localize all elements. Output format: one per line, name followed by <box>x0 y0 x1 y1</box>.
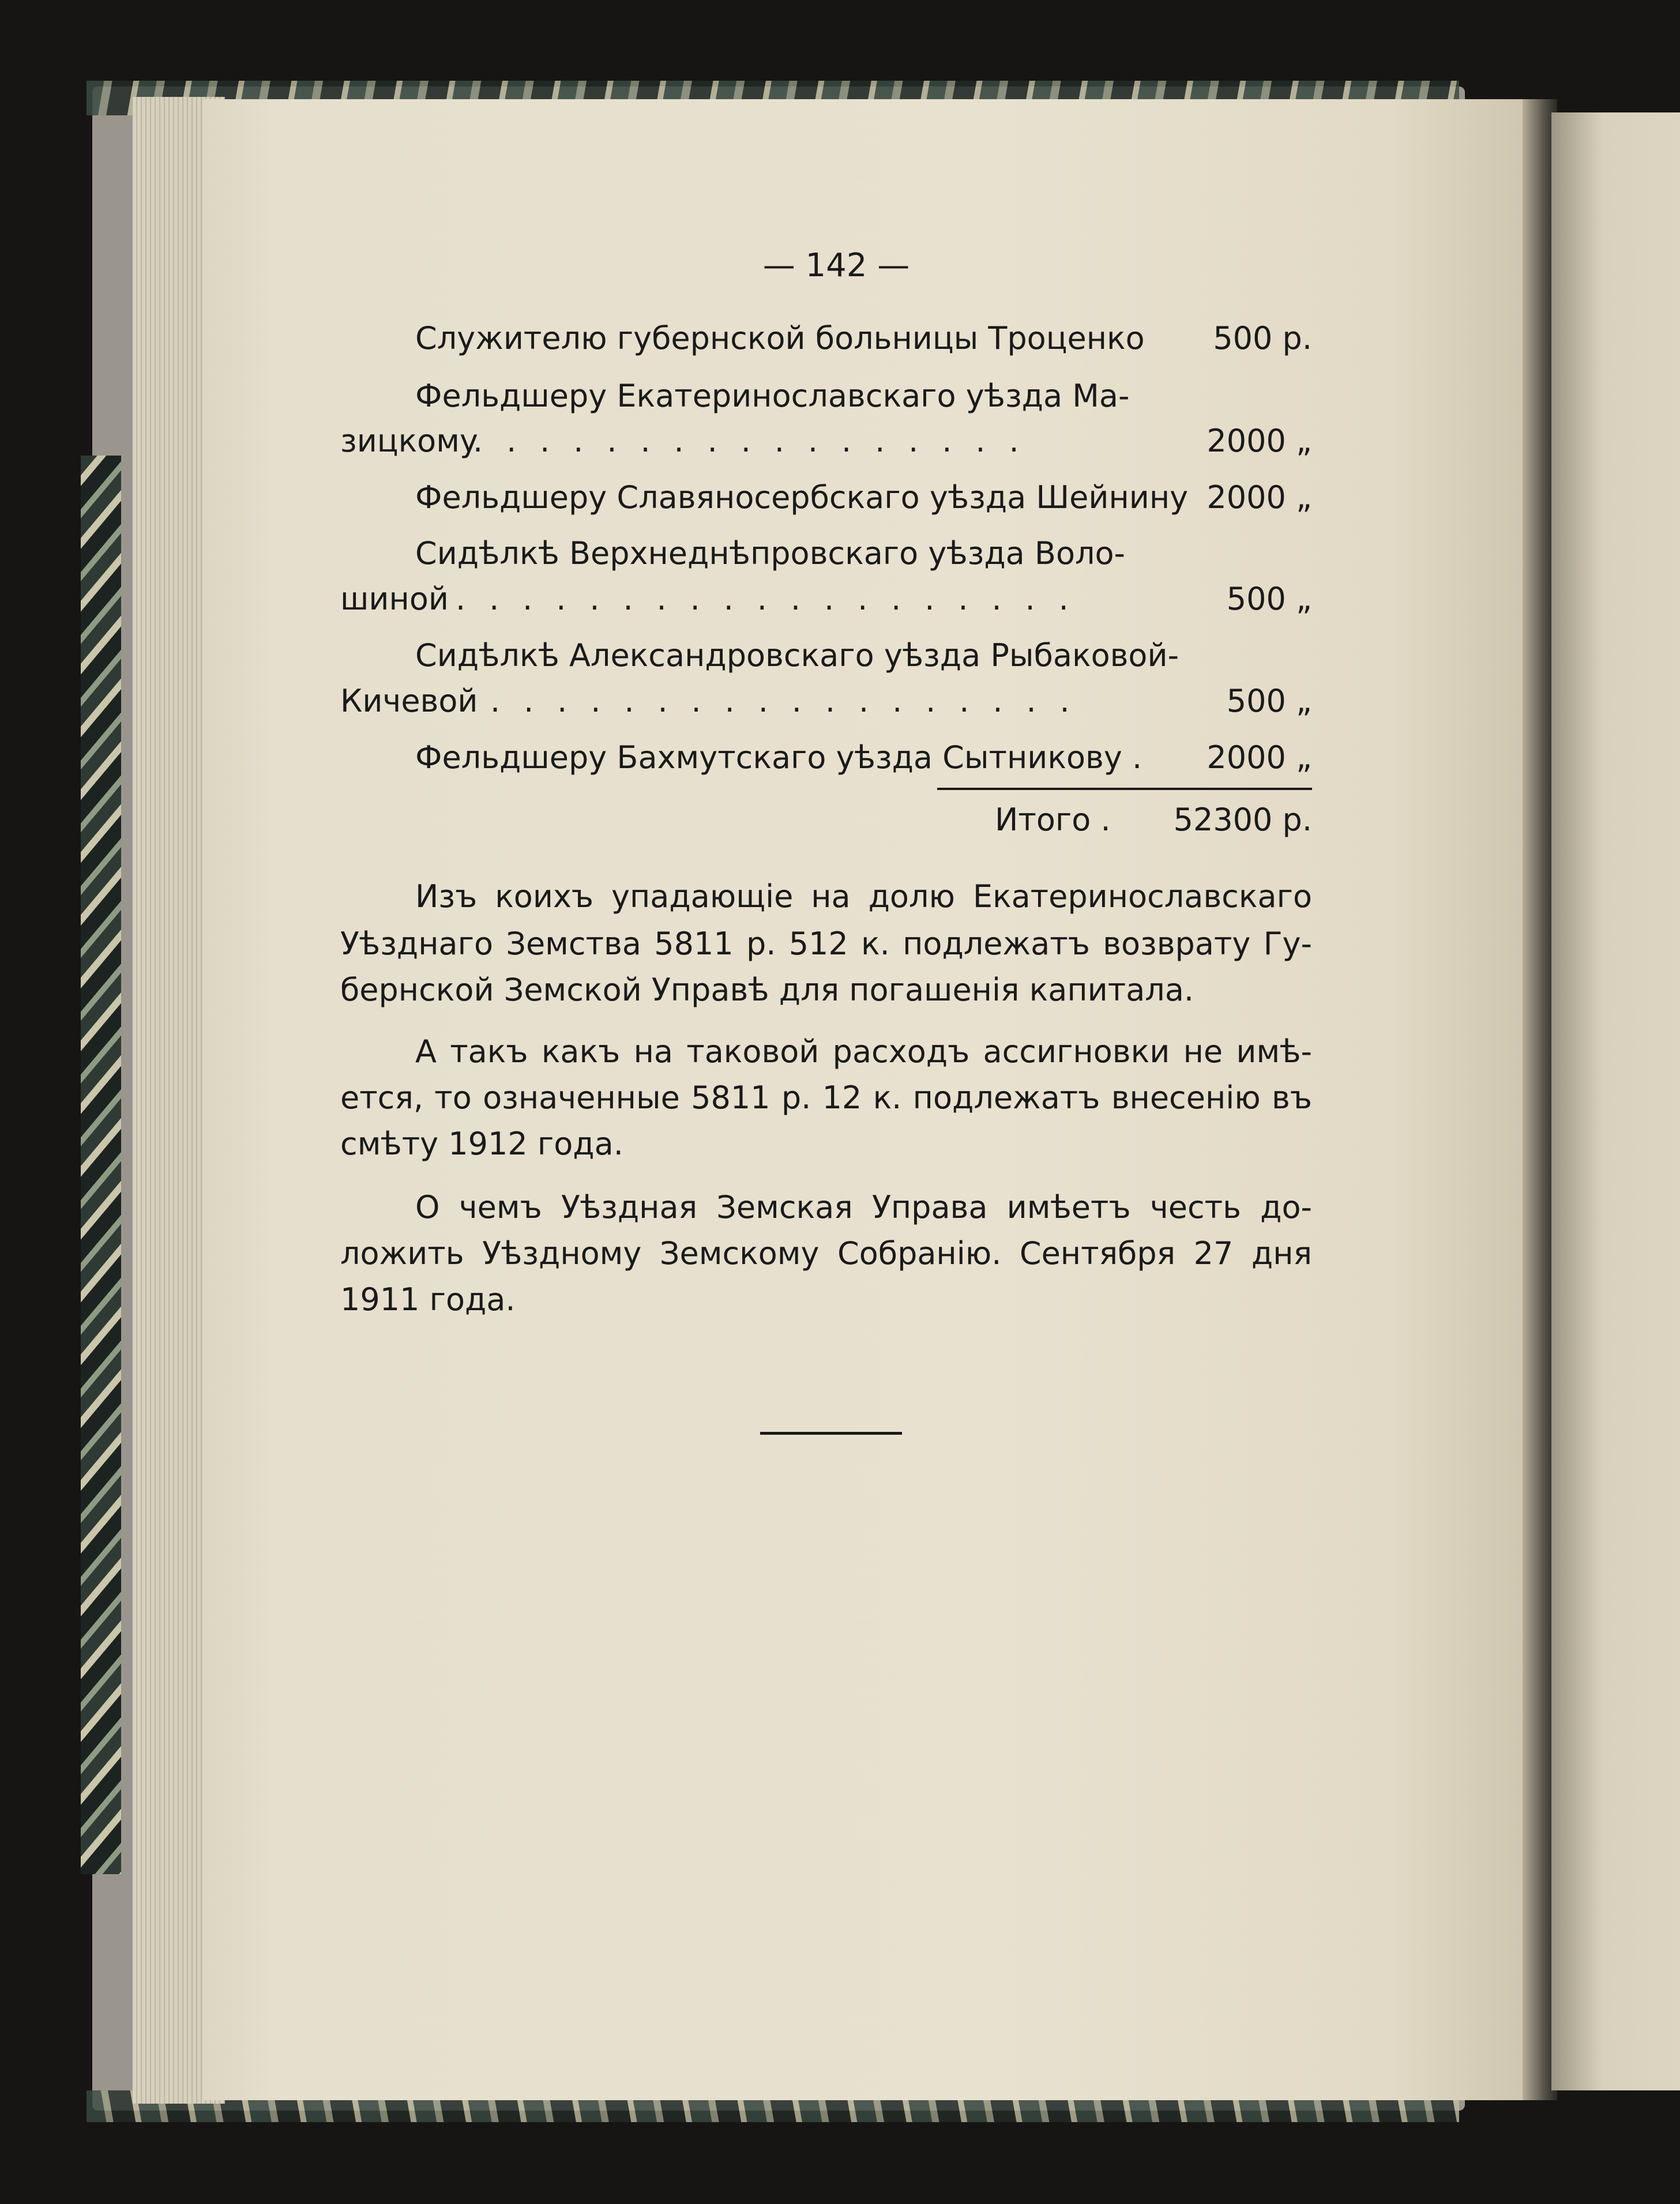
entry-line: Сидѣлкѣ Верхнеднѣпровскаго уѣзда Воло- <box>415 535 1126 571</box>
entry-line: шиной <box>340 581 449 617</box>
entry-amount: 2000 „ <box>1207 479 1312 516</box>
entry-line: Фельдшеру Бахмутскаго уѣзда Сытникову . <box>415 739 1142 776</box>
entry-line: Фельдшеру Славяносербскаго уѣзда Шейнину <box>415 479 1189 516</box>
total-amount: 52300 р. <box>1173 802 1312 838</box>
paragraph-line: А такъ какъ на таковой расходъ ассигновки не имѣ- <box>415 1033 1312 1070</box>
total-rule <box>937 788 1312 790</box>
paragraph-line: Уѣзднаго Земства 5811 р. 512 к. подлежатъ возврату Гу- <box>340 926 1312 962</box>
paragraph-line: 1911 года. <box>340 1281 516 1318</box>
closing-rule <box>760 1432 902 1435</box>
entry-line: Кичевой <box>340 683 478 719</box>
paragraph-line: смѣту 1912 года. <box>340 1126 623 1162</box>
leader-dots: . . . . . . . . . . . . . . . . . <box>473 423 1026 459</box>
total-label: Итого . <box>995 802 1111 838</box>
paragraph-line: ложить Уѣздному Земскому Собранію. Сентября 27 дня <box>340 1235 1312 1272</box>
page-number: — 142 — <box>762 247 910 284</box>
entry-amount: 500 „ <box>1226 581 1312 617</box>
leader-dots: . . . . . . . . . . . . . . . . . . . <box>456 581 1076 617</box>
paragraph-line: О чемъ Уѣздная Земская Управа имѣетъ честь до- <box>415 1189 1312 1225</box>
right-page-edge <box>1551 112 1680 2090</box>
leader-dots: . . . . . . . . . . . . . . . . . . <box>490 683 1077 719</box>
entry-line: Фельдшеру Екатеринославскаго уѣзда Ма- <box>415 378 1130 414</box>
entry-line: Служителю губернской больницы Троценко <box>415 320 1145 356</box>
paragraph-line: бернской Земской Управѣ для погашенія капитала. <box>340 972 1194 1008</box>
paragraph-line: Изъ коихъ упадающіе на долю Екатеринославскаго <box>415 878 1312 915</box>
paragraph-line: ется, то означенные 5811 р. 12 к. подлежатъ внесенію въ <box>340 1080 1312 1116</box>
entry-line: Сидѣлкѣ Александровскаго уѣзда Рыбаковой- <box>415 637 1179 674</box>
entry-amount: 500 р. <box>1213 320 1312 356</box>
entry-amount: 2000 „ <box>1207 423 1312 459</box>
marbled-endpaper-edge <box>81 456 121 1874</box>
entry-line: зицкому <box>340 423 478 459</box>
entry-amount: 500 „ <box>1226 683 1312 719</box>
entry-amount: 2000 „ <box>1207 739 1312 776</box>
